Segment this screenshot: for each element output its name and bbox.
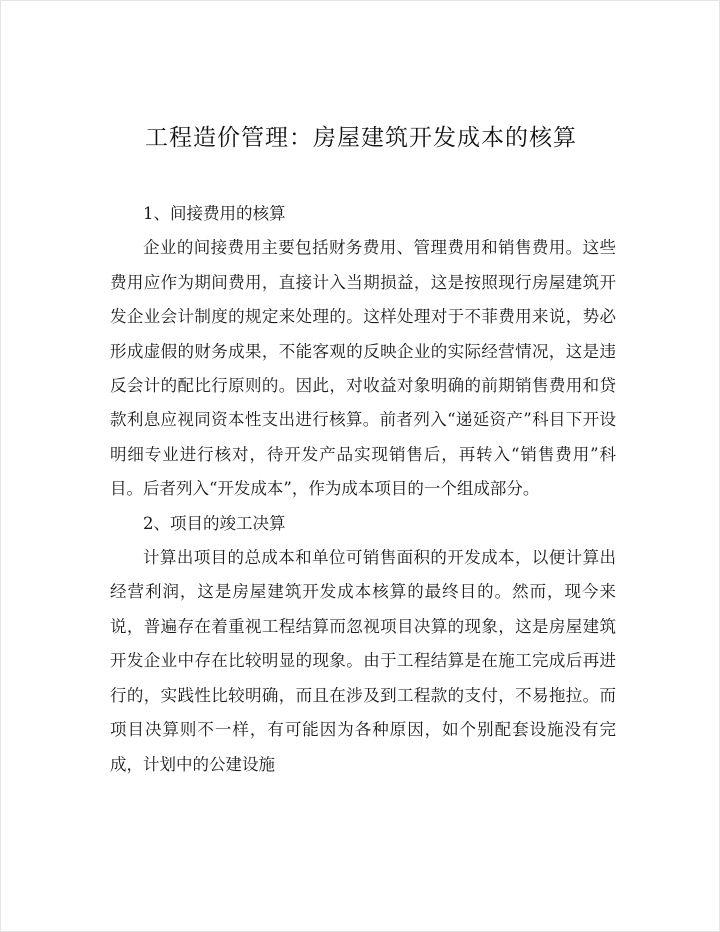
document-title: 工程造价管理：房屋建筑开发成本的核算 bbox=[145, 125, 577, 151]
section-paragraph-1: 企业的间接费用主要包括财务费用、管理费用和销售费用。这些费用应作为期间费用，直接计入当期损益，这是按照现行房屋建筑开发企业会计制度的规定来处理的。这样处理对于不菲费用来说，势必形成虚假的财务成果，不能客观的反映企业的实际经营情况，这是违反会计的配比行原则的。因此，对收益对象明确的前期销售费用和贷款利息应视同资本性支出进行核算。前者列入“递延资产”科目下开设明细专业进行核对，待开发产品实现销售后，再转入“销售费用”科目。后者列入“开发成本”，作为成本项目的一个组成部分。 bbox=[110, 238, 616, 499]
document-body bbox=[110, 197, 616, 782]
section-heading-1: 1、间接费用的核算 bbox=[143, 204, 286, 223]
section-paragraph-2: 计算出项目的总成本和单位可销售面积的开发成本，以便计算出经营利润，这是房屋建筑开发成本核算的最终目的。然而，现今来说，普遍存在着重视工程结算而忽视项目决算的现象，这是房屋建筑开发企业中存在比较明显的现象。由于工程结算是在施工完成后再进行的，实践性比较明确，而且在涉及到工程款的支付，不易拖拉。而项目决算则不一样，有可能因为各种原因，如个别配套设施没有完成，计划中的公建设施 bbox=[110, 548, 616, 774]
section-heading-2: 2、项目的竣工决算 bbox=[143, 513, 286, 533]
